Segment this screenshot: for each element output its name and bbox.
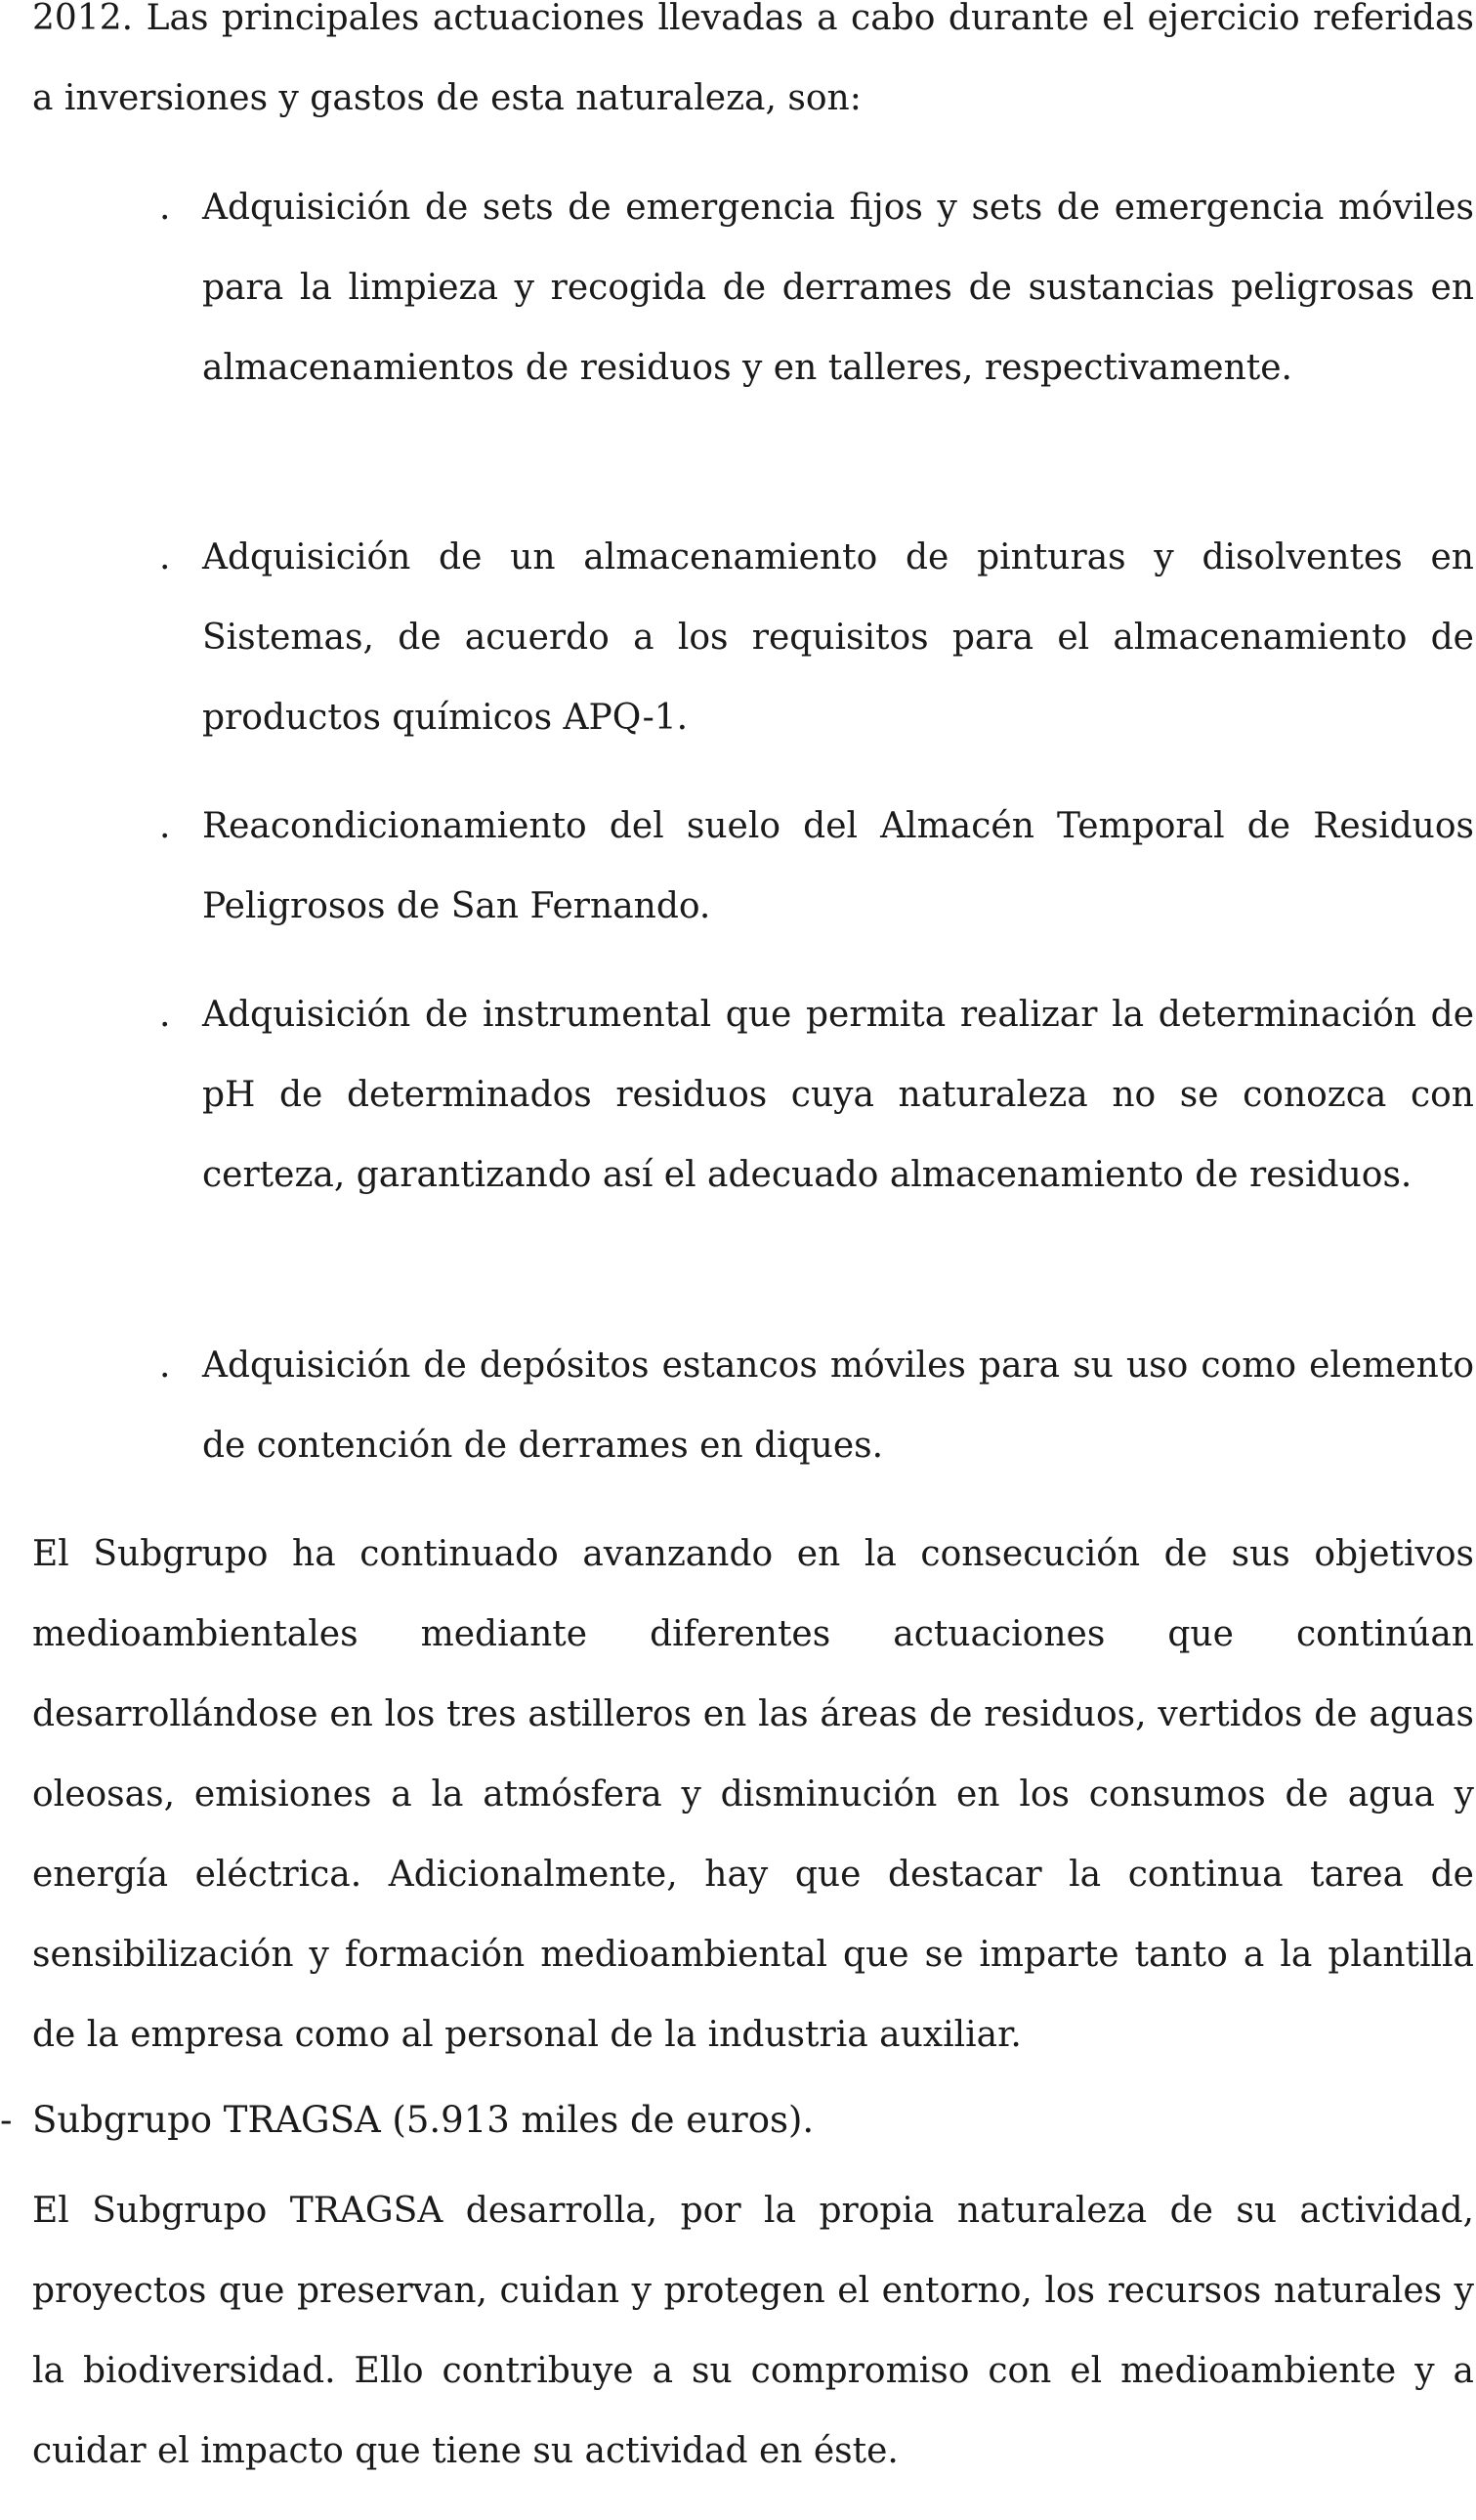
- bullet-marker: .: [159, 1345, 171, 1386]
- list-item: [159, 787, 1474, 947]
- bullet-text: Adquisición de depósitos estancos móviles para su uso como elemento de contención de derrames en diques.: [202, 1345, 1474, 1466]
- list-item: [159, 975, 1474, 1216]
- heading-dash: -: [0, 2099, 13, 2141]
- bullet-text: Adquisición de instrumental que permita realizar la determinación de pH de determinados residuos cuya naturaleza no se conozca con certeza, garantizando así el adecuado almacenamiento de residuos.: [202, 995, 1474, 1195]
- bullet-text: Reacondicionamiento del suelo del Almacén Temporal de Residuos Peligrosos de San Fernando.: [202, 806, 1474, 926]
- list-item: [159, 168, 1474, 408]
- subgroup-summary-paragraph: El Subgrupo ha continuado avanzando en la consecución de sus objetivos medioambientales mediante diferentes actuaciones que continúan desarrollándose en los tres astilleros en las áreas de residuos, vertidos de aguas oleosas, emisiones a la atmósfera y disminución en los consumos de agua y energía eléctrica. Adicionalmente, hay que destacar la continua tarea de sensibilización y formación medioambiental que se imparte tanto a la plantilla de la empresa como al personal de la industria auxiliar.: [32, 1534, 1474, 2055]
- heading-text: Subgrupo TRAGSA (5.913 miles de euros).: [32, 2099, 815, 2141]
- bullet-text: Adquisición de sets de emergencia fijos y sets de emergencia móviles para la limpieza y recogida de derrames de sustancias peligrosas en almacenamientos de residuos y en talleres, respectivamente.: [202, 188, 1474, 388]
- list-item: [159, 518, 1474, 758]
- tragsa-paragraph: El Subgrupo TRAGSA desarrolla, por la propia naturaleza de su actividad, proyectos que preservan, cuidan y protegen el entorno, los recursos naturales y la biodiversidad. Ello contribuye a su compromiso con el medioambiente y a cuidar el impacto que tiene su actividad en éste.: [32, 2191, 1474, 2471]
- bullet-marker: .: [159, 995, 171, 1035]
- bullet-marker: .: [159, 537, 171, 577]
- list-item: [159, 1326, 1474, 1486]
- bullet-marker: .: [159, 188, 171, 228]
- section-heading: [0, 2091, 815, 2150]
- bullet-text: Adquisición de un almacenamiento de pinturas y disolventes en Sistemas, de acuerdo a los requisitos para el almacenamiento de productos químicos APQ-1.: [202, 537, 1474, 738]
- bullet-marker: .: [159, 806, 171, 846]
- intro-paragraph: 2012. Las principales actuaciones llevadas a cabo durante el ejercicio referidas a inversiones y gastos de esta naturaleza, son:: [32, 0, 1474, 118]
